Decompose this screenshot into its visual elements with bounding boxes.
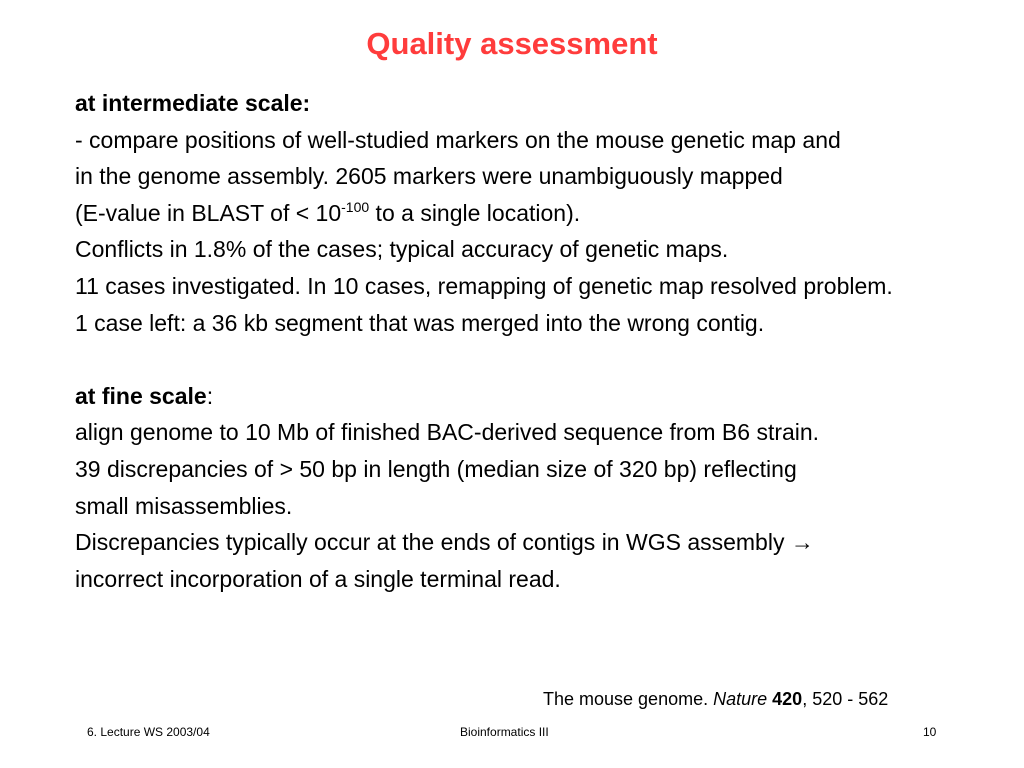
- section-spacer: [75, 341, 1015, 378]
- footer-course: Bioinformatics III: [460, 725, 549, 739]
- fine-line-4: Discrepancies typically occur at the ends of contigs in WGS assembly →: [75, 529, 814, 556]
- intermediate-line-5: 11 cases investigated. In 10 cases, remapping of genetic map resolved problem.: [75, 272, 893, 299]
- fine-line-2: 39 discrepancies of > 50 bp in length (median size of 320 bp) reflecting: [75, 455, 797, 482]
- footer-lecture: 6. Lecture WS 2003/04: [87, 725, 210, 739]
- slide-title: Quality assessment: [366, 26, 658, 61]
- intermediate-line-1: - compare positions of well-studied markers on the mouse genetic map and: [75, 126, 841, 153]
- intermediate-line-3: [75, 195, 1015, 232]
- citation-journal: Nature: [713, 689, 768, 709]
- fine-scale-heading-colon: :: [206, 382, 214, 409]
- fine-line-3: small misassemblies.: [75, 492, 293, 519]
- intermediate-line-3-end: to a single location).: [369, 199, 581, 226]
- intermediate-scale-heading: at intermediate scale:: [75, 90, 311, 116]
- citation-volume: 420: [772, 689, 803, 709]
- intermediate-line-3-start: (E-value in BLAST of < 10: [75, 199, 342, 226]
- fine-scale-heading: at fine scale: [75, 382, 207, 409]
- citation-text: The mouse genome.: [543, 689, 714, 709]
- citation: [543, 689, 888, 710]
- fine-line-5: incorrect incorporation of a single terminal read.: [75, 565, 561, 592]
- evalue-exponent: -100: [341, 198, 370, 215]
- fine-line-1: align genome to 10 Mb of finished BAC-derived sequence from B6 strain.: [75, 419, 820, 446]
- intermediate-line-6: 1 case left: a 36 kb segment that was merged into the wrong contig.: [75, 309, 765, 336]
- intermediate-line-2: in the genome assembly. 2605 markers were unambiguously mapped: [75, 163, 783, 190]
- slide-body: [75, 85, 1015, 597]
- intermediate-line-4: Conflicts in 1.8% of the cases; typical accuracy of genetic maps.: [75, 236, 729, 263]
- citation-pages: , 520 - 562: [802, 689, 889, 709]
- footer-page-number: 10: [923, 725, 937, 739]
- fine-scale-heading-row: [75, 378, 1015, 415]
